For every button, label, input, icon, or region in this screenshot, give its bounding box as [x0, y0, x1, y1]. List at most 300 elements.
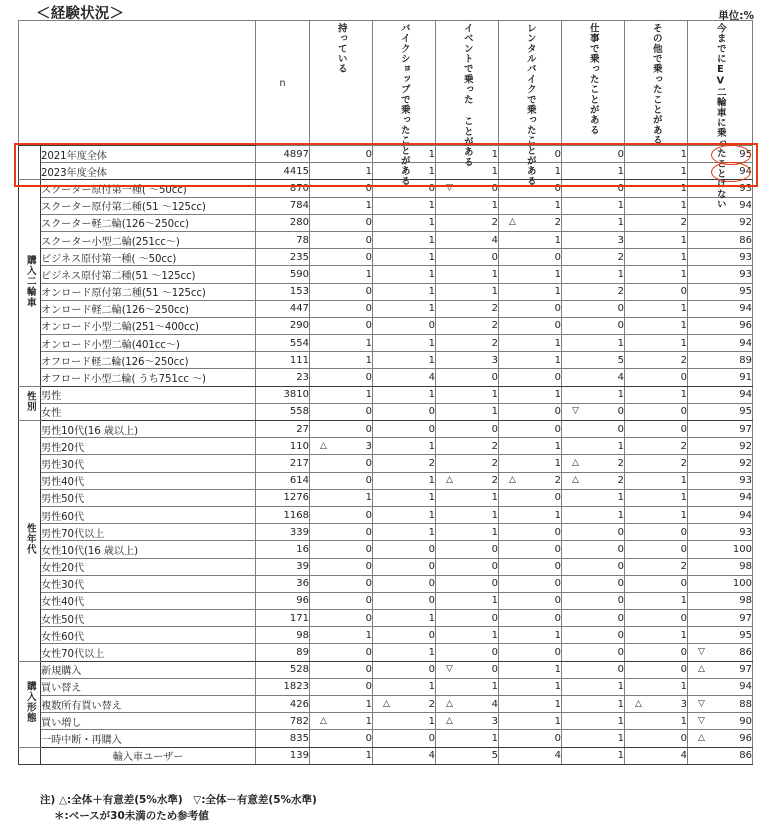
- cell-value: 1: [617, 750, 624, 762]
- row-n-value: 217: [256, 455, 310, 472]
- cell-value: 1: [491, 681, 498, 693]
- data-cell: [373, 369, 436, 386]
- cell-value: 1: [680, 200, 687, 212]
- data-cell: [499, 747, 562, 764]
- data-cell: [373, 231, 436, 248]
- cell-value: 1: [680, 681, 687, 693]
- cell-value: 1: [491, 526, 498, 538]
- cell-value: 1: [428, 475, 435, 487]
- data-cell: [436, 231, 499, 248]
- data-cell: [436, 661, 499, 678]
- cell-value: 0: [554, 148, 561, 160]
- row-n-value: 280: [256, 214, 310, 231]
- data-cell: [436, 455, 499, 472]
- data-cell: [310, 335, 373, 352]
- cell-value: 1: [428, 217, 435, 229]
- data-cell: [625, 524, 688, 541]
- data-cell: [373, 730, 436, 747]
- data-cell: [625, 747, 688, 764]
- data-cell: [688, 386, 753, 403]
- cell-value: 2: [680, 457, 687, 469]
- data-cell: [625, 386, 688, 403]
- cell-value: 1: [428, 354, 435, 366]
- data-cell: [436, 644, 499, 661]
- cell-value: 1: [428, 612, 435, 624]
- cell-value: 1: [617, 681, 624, 693]
- data-cell: [688, 300, 753, 317]
- cell-value: 1: [365, 354, 372, 366]
- table-row: [19, 627, 753, 644]
- cell-value: 97: [739, 612, 752, 624]
- data-cell: [499, 558, 562, 575]
- cell-value: 1: [428, 492, 435, 504]
- data-cell: [562, 421, 625, 438]
- data-cell: [436, 730, 499, 747]
- data-cell: [562, 489, 625, 506]
- row-label: 女性40代: [41, 592, 256, 609]
- row-n-value: 870: [256, 180, 310, 197]
- cell-value: 0: [365, 681, 372, 693]
- cell-value: 0: [365, 423, 372, 435]
- sig-down-icon: ▽: [698, 647, 705, 658]
- data-cell: [436, 146, 499, 163]
- cell-value: 0: [365, 320, 372, 332]
- row-label: 男性30代: [41, 455, 256, 472]
- data-cell: [562, 713, 625, 730]
- data-cell: [499, 180, 562, 197]
- data-cell: [499, 627, 562, 644]
- cell-value: 1: [365, 200, 372, 212]
- data-cell: [499, 489, 562, 506]
- data-cell: [625, 610, 688, 627]
- data-cell: [310, 317, 373, 334]
- row-label: オンロード小型二輪(251～400cc): [41, 317, 256, 334]
- cell-value: 0: [617, 647, 624, 659]
- data-cell: [688, 369, 753, 386]
- data-cell: [625, 592, 688, 609]
- data-cell: [625, 558, 688, 575]
- cell-value: 3: [491, 354, 498, 366]
- cell-value: 3: [491, 715, 498, 727]
- data-cell: [562, 610, 625, 627]
- table-row: [19, 335, 753, 352]
- cell-value: 4: [428, 750, 435, 762]
- cell-value: 94: [739, 303, 752, 315]
- cell-value: 0: [491, 543, 498, 555]
- data-cell: [436, 610, 499, 627]
- data-cell: [562, 335, 625, 352]
- cell-value: 1: [428, 681, 435, 693]
- data-cell: [373, 421, 436, 438]
- cell-value: 1: [617, 268, 624, 280]
- data-cell: [625, 146, 688, 163]
- cell-value: 93: [739, 182, 752, 194]
- row-label: 女性20代: [41, 558, 256, 575]
- table-body: [19, 146, 753, 765]
- data-cell: [625, 163, 688, 180]
- data-cell: [373, 661, 436, 678]
- cell-value: 100: [732, 578, 752, 590]
- row-label: 買い替え: [41, 678, 256, 695]
- cell-value: 1: [365, 750, 372, 762]
- cell-value: 1: [617, 200, 624, 212]
- data-cell: [499, 266, 562, 283]
- cell-value: 1: [617, 440, 624, 452]
- category-cell: [19, 180, 41, 386]
- data-cell: [310, 592, 373, 609]
- cell-value: 4: [428, 372, 435, 384]
- data-cell: [310, 146, 373, 163]
- data-cell: [688, 317, 753, 334]
- cell-value: 4: [491, 698, 498, 710]
- table-row: [19, 180, 753, 197]
- cell-value: 0: [554, 372, 561, 384]
- cell-value: 86: [739, 647, 752, 659]
- data-cell: [688, 506, 753, 523]
- data-cell: [625, 317, 688, 334]
- sig-up-icon: △: [446, 698, 453, 709]
- data-cell: [373, 249, 436, 266]
- cell-value: 1: [554, 698, 561, 710]
- cell-value: 93: [739, 251, 752, 263]
- data-cell: [373, 592, 436, 609]
- cell-value: 0: [365, 182, 372, 194]
- data-cell: [499, 300, 562, 317]
- cell-value: 0: [554, 406, 561, 418]
- cell-value: 1: [617, 509, 624, 521]
- row-n-value: 153: [256, 283, 310, 300]
- row-n-value: 554: [256, 335, 310, 352]
- cell-value: 0: [617, 148, 624, 160]
- data-cell: [310, 197, 373, 214]
- note-significance: 注) △:全体＋有意差(5%水準) ▽:全体－有意差(5%水準): [40, 794, 317, 806]
- cell-value: 1: [554, 268, 561, 280]
- cell-value: 0: [491, 578, 498, 590]
- data-cell: [373, 455, 436, 472]
- data-cell: [688, 266, 753, 283]
- cell-value: 0: [491, 647, 498, 659]
- cell-value: 0: [365, 286, 372, 298]
- cell-value: 0: [428, 629, 435, 641]
- data-cell: [499, 730, 562, 747]
- data-cell: [436, 386, 499, 403]
- data-cell: [625, 575, 688, 592]
- data-cell: [310, 610, 373, 627]
- cell-value: 2: [491, 303, 498, 315]
- cell-value: 1: [554, 457, 561, 469]
- cell-value: 1: [491, 268, 498, 280]
- table-row: [19, 249, 753, 266]
- table-row: [19, 438, 753, 455]
- table-row: [19, 524, 753, 541]
- table-row: [19, 231, 753, 248]
- data-cell: [688, 524, 753, 541]
- table-row: [19, 369, 753, 386]
- cell-value: 0: [617, 320, 624, 332]
- cell-value: 0: [428, 423, 435, 435]
- header-col-other-label: その他で乗ったことがある: [650, 23, 662, 146]
- data-cell: [688, 713, 753, 730]
- table-row: [19, 197, 753, 214]
- data-cell: [373, 713, 436, 730]
- cell-value: 1: [554, 681, 561, 693]
- header-col-rental-label: レンタルバイクで乗ったことがある: [524, 23, 536, 187]
- cell-value: 1: [680, 251, 687, 263]
- data-cell: [499, 421, 562, 438]
- row-label: オンロード小型二輪(401cc～): [41, 335, 256, 352]
- cell-value: 98: [739, 561, 752, 573]
- data-cell: [436, 335, 499, 352]
- sig-down-icon: ▽: [698, 698, 705, 709]
- cell-value: 1: [491, 148, 498, 160]
- cell-value: 0: [617, 595, 624, 607]
- cell-value: 0: [680, 423, 687, 435]
- cell-value: 0: [365, 543, 372, 555]
- data-cell: [562, 163, 625, 180]
- cell-value: 0: [491, 612, 498, 624]
- sig-up-icon: △: [446, 715, 453, 726]
- cell-value: 0: [428, 732, 435, 744]
- cell-value: 0: [365, 595, 372, 607]
- data-cell: [310, 163, 373, 180]
- data-cell: [310, 249, 373, 266]
- data-cell: [562, 678, 625, 695]
- cell-value: 1: [680, 234, 687, 246]
- table-container: [18, 20, 752, 765]
- data-cell: [499, 197, 562, 214]
- cell-value: 1: [365, 165, 372, 177]
- row-label: 男性10代(16 歳以上): [41, 421, 256, 438]
- data-cell: [373, 558, 436, 575]
- row-n-value: 782: [256, 713, 310, 730]
- data-cell: [310, 455, 373, 472]
- data-cell: [436, 524, 499, 541]
- data-cell: [499, 524, 562, 541]
- data-cell: [373, 438, 436, 455]
- data-cell: [499, 455, 562, 472]
- cell-value: 0: [680, 612, 687, 624]
- row-n-value: 4415: [256, 163, 310, 180]
- data-cell: [373, 214, 436, 231]
- row-label: スクーター原付第一種( ～50cc): [41, 180, 256, 197]
- data-cell: [688, 541, 753, 558]
- data-cell: [562, 644, 625, 661]
- table-row: [19, 610, 753, 627]
- data-cell: [499, 506, 562, 523]
- cell-value: 94: [739, 337, 752, 349]
- cell-value: 0: [491, 664, 498, 676]
- data-cell: [625, 421, 688, 438]
- data-cell: [562, 438, 625, 455]
- data-cell: [499, 438, 562, 455]
- data-cell: [310, 403, 373, 420]
- cell-value: 1: [491, 165, 498, 177]
- cell-value: 0: [365, 647, 372, 659]
- cell-value: 1: [365, 698, 372, 710]
- table-row: [19, 146, 753, 163]
- data-cell: [310, 506, 373, 523]
- cell-value: 0: [680, 732, 687, 744]
- data-cell: [688, 438, 753, 455]
- data-cell: [373, 335, 436, 352]
- data-cell: [436, 747, 499, 764]
- table-row: [19, 696, 753, 713]
- cell-value: 0: [680, 406, 687, 418]
- data-cell: [562, 197, 625, 214]
- cell-value: 1: [617, 492, 624, 504]
- cell-value: 0: [554, 526, 561, 538]
- cell-value: 1: [491, 389, 498, 401]
- row-n-value: 23: [256, 369, 310, 386]
- row-n-value: 98: [256, 627, 310, 644]
- table-row: [19, 300, 753, 317]
- row-n-value: 447: [256, 300, 310, 317]
- data-cell: [436, 713, 499, 730]
- data-cell: [310, 524, 373, 541]
- data-cell: [373, 610, 436, 627]
- cell-value: 0: [491, 251, 498, 263]
- data-cell: [499, 214, 562, 231]
- data-cell: [688, 627, 753, 644]
- header-col-event-label: イベントで乗った ことがある: [461, 23, 473, 168]
- row-n-value: 4897: [256, 146, 310, 163]
- cell-value: 0: [680, 647, 687, 659]
- data-cell: [499, 352, 562, 369]
- data-cell: [562, 352, 625, 369]
- row-label: 女性: [41, 403, 256, 420]
- row-label: 複数所有買い替え: [41, 696, 256, 713]
- row-n-value: 339: [256, 524, 310, 541]
- cell-value: 1: [428, 165, 435, 177]
- row-n-value: 426: [256, 696, 310, 713]
- table-row: [19, 489, 753, 506]
- row-label: 男性60代: [41, 506, 256, 523]
- cell-value: 0: [617, 526, 624, 538]
- data-cell: [562, 231, 625, 248]
- data-cell: [499, 610, 562, 627]
- data-cell: [499, 231, 562, 248]
- data-cell: [499, 146, 562, 163]
- data-cell: [373, 317, 436, 334]
- data-cell: [625, 713, 688, 730]
- cell-value: 1: [680, 492, 687, 504]
- table-row: [19, 661, 753, 678]
- data-cell: [436, 163, 499, 180]
- data-cell: [310, 627, 373, 644]
- cell-value: 93: [739, 475, 752, 487]
- data-cell: [562, 317, 625, 334]
- category-label: 性年代: [24, 523, 36, 556]
- data-cell: [625, 541, 688, 558]
- data-cell: [436, 421, 499, 438]
- data-cell: [436, 627, 499, 644]
- data-cell: [688, 747, 753, 764]
- data-cell: [436, 489, 499, 506]
- data-cell: [373, 163, 436, 180]
- data-cell: [625, 266, 688, 283]
- data-cell: [499, 403, 562, 420]
- data-cell: [688, 678, 753, 695]
- cell-value: 97: [739, 664, 752, 676]
- data-cell: [562, 747, 625, 764]
- cell-value: 0: [617, 664, 624, 676]
- cell-value: 1: [554, 509, 561, 521]
- row-label: 輸入車ユーザー: [41, 747, 256, 764]
- data-cell: [499, 317, 562, 334]
- cell-value: 1: [617, 165, 624, 177]
- sig-up-icon: △: [635, 698, 642, 709]
- cell-value: 2: [617, 475, 624, 487]
- cell-value: 0: [554, 561, 561, 573]
- row-n-value: 784: [256, 197, 310, 214]
- cell-value: 1: [554, 165, 561, 177]
- data-cell: [625, 489, 688, 506]
- data-cell: [499, 541, 562, 558]
- data-cell: [625, 369, 688, 386]
- cell-value: 0: [554, 595, 561, 607]
- data-cell: [373, 180, 436, 197]
- data-cell: [562, 369, 625, 386]
- header-col-own: [310, 21, 373, 146]
- data-cell: [625, 180, 688, 197]
- header-blank-cell: [19, 21, 256, 146]
- cell-value: 2: [554, 217, 561, 229]
- cell-value: 2: [491, 337, 498, 349]
- data-cell: [562, 403, 625, 420]
- cell-value: 2: [428, 457, 435, 469]
- cell-value: 1: [428, 148, 435, 160]
- cell-value: 1: [428, 389, 435, 401]
- cell-value: 1: [428, 286, 435, 298]
- data-cell: [688, 489, 753, 506]
- cell-value: 2: [554, 475, 561, 487]
- data-cell: [436, 300, 499, 317]
- table-row: [19, 747, 753, 764]
- data-cell: [688, 197, 753, 214]
- row-n-value: 89: [256, 644, 310, 661]
- cell-value: 1: [554, 286, 561, 298]
- data-cell: [625, 506, 688, 523]
- cell-value: 0: [680, 543, 687, 555]
- cell-value: 1: [491, 629, 498, 641]
- data-cell: [373, 197, 436, 214]
- data-cell: [310, 541, 373, 558]
- data-cell: [562, 266, 625, 283]
- row-label: 買い増し: [41, 713, 256, 730]
- unit-label: 単位:%: [718, 10, 754, 22]
- data-cell: [562, 386, 625, 403]
- cell-value: 1: [491, 492, 498, 504]
- row-label: 2023年度全体: [41, 163, 256, 180]
- row-label: 一時中断・再購入: [41, 730, 256, 747]
- data-cell: [436, 575, 499, 592]
- row-label: ビジネス原付第二種(51 ～125cc): [41, 266, 256, 283]
- category-cell: [19, 661, 41, 747]
- row-label: 2021年度全体: [41, 146, 256, 163]
- data-cell: [373, 747, 436, 764]
- cell-value: 2: [491, 440, 498, 452]
- data-cell: [436, 283, 499, 300]
- sig-up-icon: △: [320, 715, 327, 726]
- row-n-value: 36: [256, 575, 310, 592]
- cell-value: 0: [680, 578, 687, 590]
- cell-value: 2: [680, 354, 687, 366]
- header-col-event: [436, 21, 499, 168]
- cell-value: 92: [739, 217, 752, 229]
- cell-value: 0: [617, 543, 624, 555]
- data-cell: [688, 352, 753, 369]
- data-cell: [499, 369, 562, 386]
